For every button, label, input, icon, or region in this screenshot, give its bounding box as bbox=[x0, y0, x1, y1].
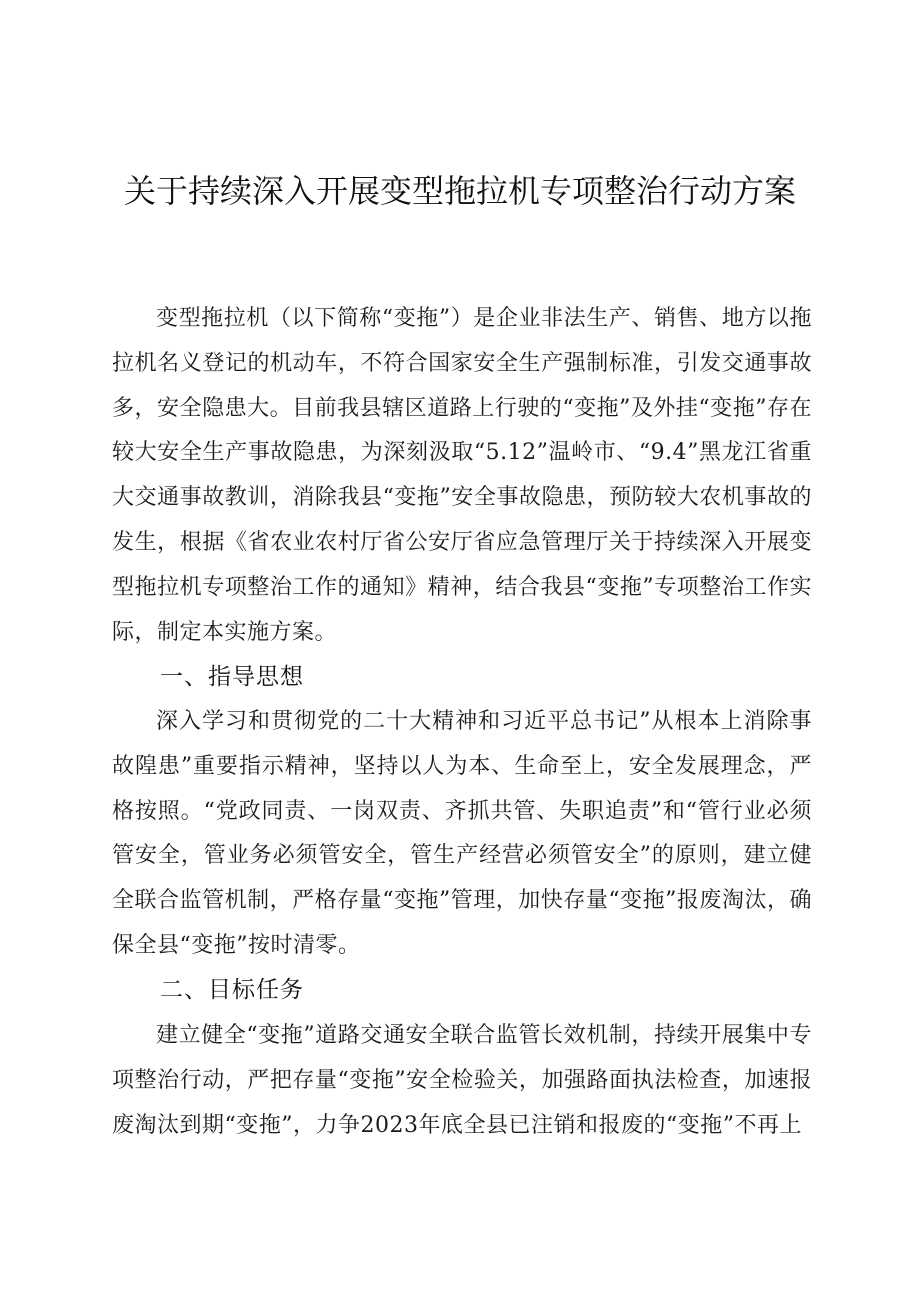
section-heading-guiding-ideology: 一、指导思想 bbox=[160, 664, 304, 690]
guiding-ideology-paragraph: 深入学习和贯彻党的二十大精神和习近平总书记”从根本上消除事故隍患”重要指示精神，坚持以人为本、生命至上，安全发展理念，严格按照。“党政同责、一岗双责、齐抓共管、失职追责”和“管行业必须管安全，管业务必须管安全，管生产经营必须管安全”的原则，建立健全联合监管机制，严格存量“变拖”管理，加快存量“变拖”报废淘汰，确保全县“变拖”按时清零。 bbox=[112, 709, 812, 958]
document-title: 关于持续深入开展变型拖拉机专项整治行动方案 bbox=[123, 172, 796, 210]
intro-paragraph: 变型拖拉机（以下简称“变拖”）是企业非法生产、销售、地方以拖拉机名义登记的机动车，不符合国家安全生产强制标准，引发交通事故多，安全隐患大。目前我县辖区道路上行驶的“变拖”及外挂“变拖”存在较大安全生产事故隐患，为深刻汲取“5.12”温岭市、“9.4”黑龙江省重大交通事故教训，消除我县“变拖”安全事故隐患，预防较大农机事故的发生，根据《省农业农村厅省公安厅省应急管理厅关于持续深入开展变型拖拉机专项整治工作的通知》精神，结合我县“变拖”专项整治工作实际，制定本实施方案。 bbox=[112, 306, 812, 645]
section-heading-objectives: 二、目标任务 bbox=[160, 977, 304, 1003]
objectives-paragraph: 建立健全“变拖”道路交通安全联合监管长效机制，持续开展集中专项整治行动，严把存量“变拖”安全检验关，加强路面执法检查，加速报废淘汰到期“变拖”，力争2023年底全县已注销和报废的“变拖”不再上 bbox=[112, 1023, 812, 1138]
